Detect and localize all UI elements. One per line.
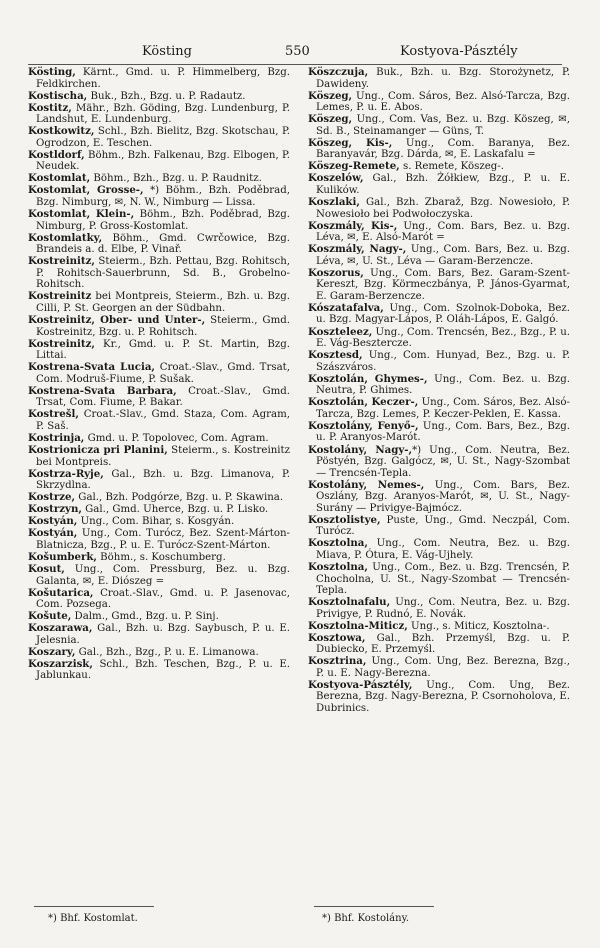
- entry-headword: Kostreinitz,: [28, 337, 95, 350]
- footnote-left: *) Bhf. Kostomlat.: [48, 913, 138, 924]
- gazetteer-entry: [308, 656, 570, 679]
- gazetteer-entry: [28, 528, 290, 551]
- gazetteer-entry: [308, 138, 570, 161]
- entry-headword: Kosztolna,: [308, 560, 368, 573]
- gazetteer-entry: [28, 291, 290, 314]
- gazetteer-entry: [28, 588, 290, 611]
- entry-details: Ung., Com. Ung, Bez. Berezna, Bzg. Nagy-Berezna, P. Csornoholova, E. Dubrinics.: [316, 679, 570, 715]
- gazetteer-entry: [28, 103, 290, 126]
- entry-headword: Koszarawa,: [28, 622, 93, 635]
- entry-headword: Kosztolán, Ghymes-,: [308, 372, 428, 385]
- entry-headword: Koszarzisk,: [28, 657, 93, 670]
- entry-details: Ung., Com. Turócz, Bez. Szent-Márton-Blatnicza, Bzg., P. u. E. Turócz-Szent-Márton.: [36, 528, 290, 551]
- entry-headword: Kosztesd,: [308, 349, 363, 362]
- entry-headword: Kosztowa,: [308, 631, 366, 644]
- entry-details: Puste, Ung., Gmd. Neczpál, Com. Turócz.: [316, 514, 570, 538]
- entry-headword: Köszeg,: [308, 113, 353, 126]
- entry-headword: Kosztolány, Fenyő-,: [308, 419, 419, 432]
- footnote-rule-right: [314, 906, 434, 907]
- gazetteer-entry: [308, 91, 570, 114]
- gazetteer-entry: [28, 126, 290, 149]
- entry-headword: Kostldorf,: [28, 148, 85, 161]
- gazetteer-entry: [28, 386, 290, 409]
- gazetteer-entry: [308, 350, 570, 373]
- gazetteer-entry: [28, 659, 290, 682]
- gazetteer-entry: [28, 67, 290, 90]
- gazetteer-entry: [28, 185, 290, 208]
- gazetteer-entry: [308, 303, 570, 326]
- entry-headword: Kostomlatky,: [28, 231, 103, 244]
- entry-headword: Kosut,: [28, 562, 65, 575]
- left-column: [28, 67, 290, 682]
- entry-details: Ung., Com. Vas, Bez. u. Bzg. Köszeg, ✉, Sd. B., Steinamanger — Güns, T.: [316, 114, 570, 137]
- header-rule: [28, 64, 562, 65]
- entry-headword: Kostkowitz,: [28, 125, 95, 138]
- entry-headword: Kószatafalva,: [308, 301, 384, 314]
- entry-details: *) Ung., Com. Neutra, Bez. Pöstyén, Bzg. Galgócz, ✉, U. St., Nagy-Szombat — Trencsén-Tepla.: [316, 444, 570, 479]
- entry-headword: Košumberk,: [28, 550, 97, 563]
- gazetteer-entry: [28, 91, 290, 103]
- entry-details: s. Remete, Köszeg-.: [399, 161, 504, 173]
- entry-details: Gal., Bzh., Bzg., P. u. E. Limanowa.: [75, 646, 259, 658]
- gazetteer-entry: [28, 339, 290, 362]
- entry-headword: Kostolány, Nemes-,: [308, 478, 425, 491]
- entry-headword: Kosztrina,: [308, 655, 367, 668]
- entry-headword: Kostyán,: [28, 515, 78, 528]
- entry-details: Ung., Com. Szolnok-Doboka, Bez. u. Bzg. Magyar-Lápos, P. Oláh-Lápos, E. Galgó.: [316, 302, 570, 326]
- entry-details: Ung., Com. Ung, Bez. Berezna, Bzg., P. u. E. Nagy-Berezna.: [316, 656, 570, 679]
- entry-headword: Kostrze,: [28, 491, 76, 504]
- entry-headword: Kostreinitz,: [28, 255, 95, 268]
- gazetteer-entry: [308, 445, 570, 480]
- entry-details: Ung., Com. Pressburg, Bez. u. Bzg. Galanta, ✉, E. Diószeg =: [36, 563, 290, 587]
- gazetteer-entry: [308, 374, 570, 397]
- entry-details: Gal., Gmd. Uherce, Bzg. u. P. Lisko.: [81, 504, 269, 516]
- entry-details: Buk., Bzh. u. Bzg. Storożynetz, P. Dawideny.: [316, 67, 570, 90]
- gazetteer-entry: [28, 315, 290, 338]
- entry-details: Buk., Bzh., Bzg. u. P. Radautz.: [87, 90, 246, 102]
- entry-details: Ung., Com. Hunyad, Bez., Bzg. u. P. Szászváros.: [316, 350, 570, 373]
- right-column: [308, 67, 570, 715]
- running-header: [30, 44, 562, 62]
- entry-headword: Košutarica,: [28, 586, 94, 599]
- gazetteer-entry: [308, 327, 570, 350]
- entry-details: Steierm., Gmd. Kostreinitz, Bzg. u. P. Rohitsch.: [36, 314, 290, 338]
- gazetteer-entry: [28, 469, 290, 492]
- entry-details: bei Montpreis, Steierm., Bzh. u. Bzg. Cilli, P. St. Georgen an der Südbahn.: [36, 291, 290, 314]
- gazetteer-entry: [308, 480, 570, 515]
- entry-headword: Koszmály, Kis-,: [308, 219, 398, 232]
- entry-details: Gal., Bzh. Zbaraž, Bzg. Nowesioło, P. Nowesioło bei Podwołoczyska.: [316, 197, 570, 220]
- entry-details: Ung., s. Miticz, Kosztolna-.: [407, 620, 550, 632]
- gazetteer-entry: [28, 209, 290, 232]
- gazetteer-entry: [28, 233, 290, 256]
- page-number: 550: [285, 44, 310, 59]
- entry-headword: Kosztolna,: [308, 537, 368, 550]
- entry-headword: Kostreinitz: [28, 290, 92, 303]
- gazetteer-entry: [28, 173, 290, 185]
- entry-details: Ung., Com. Bihar, s. Kosgyán.: [77, 516, 235, 528]
- entry-details: Gal., Bzh. u. Bzg. Limanova, P. Skrzydlna.: [36, 468, 290, 492]
- entry-details: Mähr., Bzh. Göding, Bzg. Lundenburg, P. Landshut, E. Lundenburg.: [36, 102, 290, 126]
- gazetteer-entry: [308, 221, 570, 244]
- entry-details: Ung., Com. Sáros, Bez. Alsó-Tarcza, Bzg. Lemes, P. u. E. Abos.: [316, 90, 570, 114]
- entry-headword: Kostomlat,: [28, 172, 91, 185]
- entry-details: Ung., Com. Bars, Bez., Bzg. u. P. Aranyos-Marót.: [316, 420, 570, 444]
- entry-headword: Kostreinitz, Ober- und Unter-,: [28, 313, 206, 326]
- entry-headword: Köszeg-Remete,: [308, 160, 400, 173]
- entry-headword: Koszlaki,: [308, 196, 360, 209]
- entry-details: Böhm., Bzh. Falkenau, Bzg. Elbogen, P. Neudek.: [36, 149, 290, 173]
- gazetteer-entry: [28, 504, 290, 516]
- entry-details: Böhm., s. Koschumberg.: [96, 551, 226, 563]
- entry-details: Croat.-Slav., Gmd. Staza, Com. Agram, P. Saš.: [36, 409, 290, 432]
- entry-headword: Kostitz,: [28, 101, 72, 114]
- entry-headword: Kosztolistye,: [308, 513, 381, 526]
- entry-headword: Koszorus,: [308, 266, 364, 279]
- entry-details: Gal., Bzh. Podgórze, Bzg. u. P. Skawina.: [75, 492, 284, 504]
- gazetteer-entry: [308, 562, 570, 597]
- gazetteer-entry: [28, 445, 290, 468]
- entry-details: Böhm., Gmd. Cwrčowice, Bzg. Brandeis a. d. Elbe, P. Vinař.: [36, 232, 290, 256]
- entry-headword: Kösting,: [28, 66, 76, 78]
- entry-headword: Kosztolán, Keczer-,: [308, 396, 419, 409]
- entry-details: Steierm., Bzh. Pettau, Bzg. Rohitsch, P. Rohitsch-Sauerbrunn, Sd. B., Grobelno-Rohitsch.: [36, 256, 290, 291]
- gazetteer-entry: [308, 244, 570, 267]
- entry-details: Ung., Com. Bars, Bez. Oszlány, Bzg. Aranyos-Marót, ✉, U. St., Nagy-Surány — Privigye-Bajmócz.: [316, 479, 570, 514]
- entry-headword: Kosztolnafalu,: [308, 596, 391, 609]
- gazetteer-entry: [308, 597, 570, 620]
- entry-details: Steierm., s. Kostreinitz bei Montpreis.: [36, 445, 290, 468]
- gazetteer-entry: [28, 552, 290, 564]
- gazetteer-entry: [28, 362, 290, 385]
- entry-headword: Kostrinja,: [28, 431, 85, 444]
- gazetteer-entry: [28, 647, 290, 659]
- entry-details: Schl., Bzh. Bielitz, Bzg. Skotschau, P. Ogrodzon, E. Teschen.: [36, 126, 290, 149]
- entry-details: Böhm., Bzh. Poděbrad, Bzg. Nimburg, P. Gross-Kostomlat.: [36, 209, 290, 232]
- gazetteer-entry: [308, 515, 570, 538]
- entry-details: Ung., Com. Trencsén, Bez., Bzg., P. u. E. Vág-Besztercze.: [316, 326, 571, 350]
- entry-headword: Koszelów,: [308, 172, 364, 185]
- entry-headword: Kostrena-Svata Lucia,: [28, 361, 155, 374]
- entry-headword: Kostrzyn,: [28, 503, 82, 516]
- gazetteer-entry: [28, 623, 290, 646]
- entry-headword: Kostrena-Svata Barbara,: [28, 384, 177, 397]
- gazetteer-entry: [308, 633, 570, 656]
- gazetteer-entry: [28, 564, 290, 587]
- entry-headword: Kostomlat, Klein-,: [28, 208, 135, 221]
- gazetteer-entry: [28, 492, 290, 504]
- gazetteer-entry: [28, 433, 290, 445]
- entry-details: Ung., Com. Neutra, Bez. u. Bzg. Miava, P. Ótura, E. Vág-Ujhely.: [316, 538, 570, 561]
- gazetteer-entry: [28, 409, 290, 432]
- entry-details: Gal., Bzh. Przemyśl, Bzg. u. P. Dubiecko, E. Przemyśl.: [316, 632, 570, 656]
- gazetteer-entry: [308, 268, 570, 303]
- header-right-guide-word: Kostyova-Pásztély: [400, 44, 518, 59]
- entry-details: Ung., Com. Bars, Bez. u. Bzg. Léva, ✉, U. St., Léva — Garam-Berzencze.: [316, 244, 570, 267]
- entry-headword: Kostyova-Pásztély,: [308, 678, 413, 691]
- gazetteer-entry: [308, 67, 570, 90]
- entry-details: Ung., Com. Sáros, Bez. Alsó-Tarcza, Bzg. Lemes, P. Keczer-Peklen, E. Kassa.: [316, 397, 570, 420]
- entry-headword: Koszmály, Nagy-,: [308, 243, 407, 256]
- entry-headword: Köszeg,: [308, 89, 353, 102]
- entry-details: Böhm., Bzh., Bzg. u. P. Raudnitz.: [90, 173, 262, 185]
- gazetteer-entry: [28, 611, 290, 623]
- entry-headword: Kosztolna-Miticz,: [308, 619, 408, 632]
- entry-details: Gal., Bzh. u. Bzg. Saybusch, P. u. E. Jelesnia.: [36, 623, 290, 646]
- gazetteer-entry: [308, 538, 570, 561]
- entry-headword: Kostomlat, Grosse-,: [28, 184, 144, 197]
- entry-headword: Kostrza-Ryje,: [28, 467, 104, 480]
- gazetteer-entry: [308, 397, 570, 420]
- entry-headword: Kostolány, Nagy-,: [308, 443, 413, 456]
- entry-headword: Koszary,: [28, 645, 76, 658]
- entry-details: Ung., Com. Bars, Bez. Garam-Szent-Kereszt, Bzg. Körmeczbánya, P. János-Gyarmat, E. Garam-Berzencze.: [316, 267, 570, 302]
- gazetteer-entry: [28, 150, 290, 173]
- entry-details: Kr., Gmd. u. P. St. Martin, Bzg. Littai.: [36, 338, 290, 362]
- entry-headword: Kostyán,: [28, 527, 78, 540]
- entry-details: Ung., Com. Bars, Bez. u. Bzg. Léva, ✉, E. Alsó-Marót =: [316, 220, 570, 244]
- entry-headword: Kostrionicza pri Planini,: [28, 444, 168, 456]
- entry-details: Croat.-Slav., Gmd. Trsat, Com. Modruš-Fiume, P. Sušak.: [36, 362, 290, 385]
- entry-details: Ung., Com. Bez. u. Bzg. Neutra, P. Ghimes.: [316, 373, 570, 397]
- entry-details: Kärnt., Gmd. u. P. Himmelberg, Bzg. Feldkirchen.: [36, 67, 290, 90]
- header-left-guide-word: Kösting: [142, 44, 192, 59]
- entry-details: Croat.-Slav., Gmd. u. P. Jasenovac, Com. Pozsega.: [36, 587, 290, 611]
- footnote-right: *) Bhf. Kostolány.: [322, 913, 410, 924]
- entry-details: *) Böhm., Bzh. Poděbrad, Bzg. Nimburg, ✉, N. W., Nimburg — Lissa.: [36, 185, 290, 209]
- entry-details: Gmd. u. P. Topolovec, Com. Agram.: [84, 432, 269, 444]
- entry-headword: Kostrešl,: [28, 408, 79, 421]
- gazetteer-entry: [308, 621, 570, 633]
- gazetteer-entry: [308, 197, 570, 220]
- entry-headword: Köszczuja,: [308, 66, 369, 78]
- entry-details: Gal., Bzh. Żółkiew, Bzg., P. u. E. Kulików.: [316, 173, 570, 196]
- gazetteer-entry: [308, 680, 570, 715]
- gazetteer-entry: [308, 173, 570, 196]
- entry-headword: Köszeg, Kis-,: [308, 136, 393, 149]
- entry-details: Croat.-Slav., Gmd. Trsat, Com. Fiume, P. Bakar.: [36, 385, 290, 409]
- entry-headword: Košute,: [28, 610, 72, 623]
- entry-headword: Koszteleez,: [308, 325, 373, 338]
- entry-details: Ung., Com. Baranya, Bez. Baranyavár, Bzg. Dárda, ✉, E. Laskafalu =: [316, 137, 570, 161]
- gazetteer-entry: [308, 114, 570, 137]
- gazetteer-entry: [28, 516, 290, 528]
- entry-details: Dalm., Gmd., Bzg. u. P. Sinj.: [71, 611, 219, 623]
- gazetteer-entry: [28, 256, 290, 291]
- entry-details: Ung., Com. Neutra, Bez. u. Bzg. Privigye, P. Rudnó, E. Novák.: [316, 597, 570, 620]
- entry-details: Schl., Bzh. Teschen, Bzg., P. u. E. Jablunkau.: [36, 658, 290, 682]
- gazetteer-entry: [308, 421, 570, 444]
- entry-details: Ung., Com., Bez. u. Bzg. Trencsén, P. Chocholna, U. St., Nagy-Szombat — Trencsén-Tepla.: [316, 561, 570, 597]
- entry-headword: Kostischa,: [28, 89, 88, 102]
- footnote-rule-left: [34, 906, 154, 907]
